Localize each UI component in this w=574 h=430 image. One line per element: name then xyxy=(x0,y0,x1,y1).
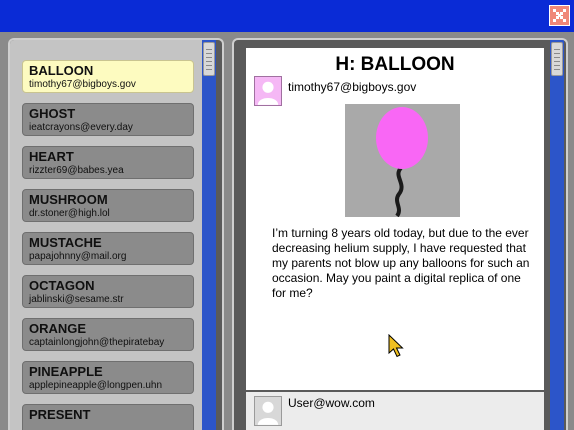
inbox-item-mustache[interactable] xyxy=(22,232,194,265)
inbox-scrollbar[interactable] xyxy=(202,40,216,430)
inbox-item-heart[interactable] xyxy=(22,146,194,179)
inbox-scroll-thumb[interactable] xyxy=(203,42,215,76)
inbox-item-octagon[interactable] xyxy=(22,275,194,308)
message-title: H: BALLOON xyxy=(335,54,455,75)
inbox-item-email: captainlongjohn@thepiratebay xyxy=(29,337,165,348)
user-avatar-icon xyxy=(255,397,281,425)
title-bar xyxy=(0,0,574,32)
reply-bar xyxy=(246,392,544,430)
inbox-item-title: ORANGE xyxy=(29,321,87,336)
inbox-item-email: jablinski@sesame.str xyxy=(29,294,124,305)
inbox-item-ghost[interactable] xyxy=(22,103,194,136)
inbox-item-email: dr.stoner@high.lol xyxy=(29,208,110,219)
inbox-pane xyxy=(8,38,224,430)
inbox-item-mushroom[interactable] xyxy=(22,189,194,222)
user-avatar xyxy=(254,396,282,426)
reply-user-email: User@wow.com xyxy=(288,396,375,410)
window-body xyxy=(0,32,574,430)
inbox-item-email: ieatcrayons@every.day xyxy=(29,122,133,133)
inbox-item-title: MUSTACHE xyxy=(29,235,102,250)
inbox-item-title: BALLOON xyxy=(29,63,94,78)
inbox-item-email: timothy67@bigboys.gov xyxy=(29,79,136,90)
inbox-item-pineapple[interactable] xyxy=(22,361,194,394)
balloon-image xyxy=(345,104,460,217)
inbox-list xyxy=(10,40,202,430)
inbox-item-email: rizzter69@babes.yea xyxy=(29,165,124,176)
close-button[interactable] xyxy=(549,5,570,26)
inbox-item-title: OCTAGON xyxy=(29,278,95,293)
message-scroll-thumb[interactable] xyxy=(551,42,563,76)
inbox-item-title: PRESENT xyxy=(29,407,91,422)
inbox-item-orange[interactable] xyxy=(22,318,194,351)
inbox-item-title: PINEAPPLE xyxy=(29,364,103,379)
sender-avatar xyxy=(254,76,282,106)
user-avatar-icon xyxy=(255,77,281,105)
sender-email: timothy67@bigboys.gov xyxy=(288,80,417,94)
inbox-item-balloon[interactable] xyxy=(22,60,194,93)
inbox-item-title: MUSHROOM xyxy=(29,192,108,207)
message-scrollbar[interactable] xyxy=(550,40,564,430)
message-pane xyxy=(232,38,568,430)
inbox-item-title: GHOST xyxy=(29,106,76,121)
arrow-cursor-icon xyxy=(388,334,404,358)
inbox-item-present[interactable] xyxy=(22,404,194,430)
inbox-item-email: applepineapple@longpen.uhn xyxy=(29,380,163,391)
inbox-item-title: HEART xyxy=(29,149,74,164)
inbox-item-email: papajohnny@mail.org xyxy=(29,251,127,262)
balloon-icon xyxy=(345,104,460,217)
close-icon xyxy=(552,8,567,23)
message-body: I’m turning 8 years old today, but due to the ever decreasing helium supply, I have requested that my parents not blow up any balloons for such an occasion. May you paint a digital replica of one for me? xyxy=(272,226,530,300)
